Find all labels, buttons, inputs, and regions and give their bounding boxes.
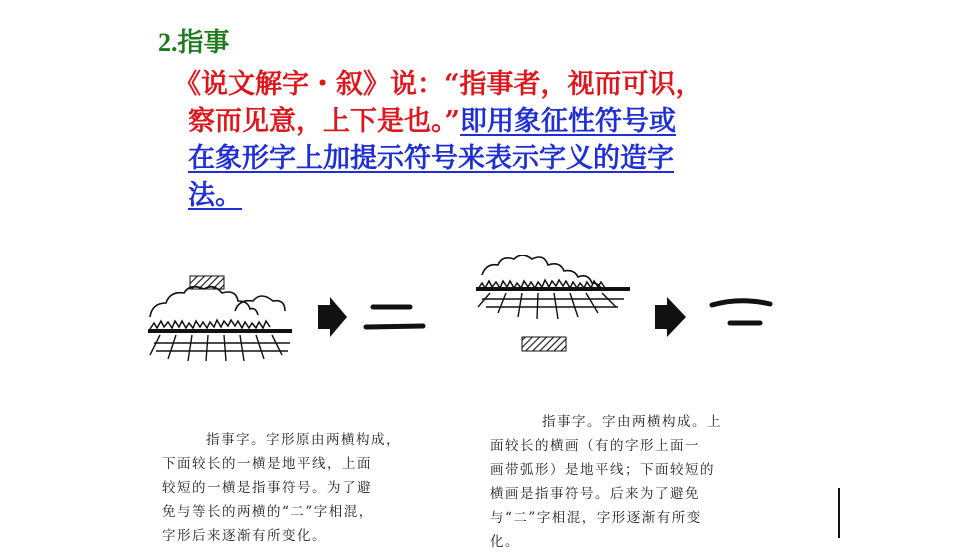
caption-right-line: 与“二”字相混，字形逐渐有所变 — [490, 510, 702, 526]
definition-quote — [174, 66, 814, 214]
caption-left-line: 指事字。字形原由两横构成， — [206, 432, 401, 448]
caption-right-line: 化。 — [490, 534, 520, 550]
quote-line-2 — [174, 103, 814, 140]
caption-right-line: 指事字。字由两横构成。上 — [542, 414, 722, 430]
caption-right-line: 横画是指事符号。后来为了避免 — [490, 486, 700, 502]
quote-line-3: 在象形字上加提示符号来表示字义的造字 — [188, 143, 674, 174]
right-glyph-er — [712, 301, 770, 323]
slide-title — [158, 22, 230, 59]
quote-line-2-red: 察而见意，上下是也。” — [188, 106, 461, 137]
edge-divider — [838, 488, 840, 538]
quote-line-4: 法。 — [188, 180, 242, 211]
evolution-illustration — [140, 255, 820, 375]
quote-line-1: 《说文解字・叙》说：“指事者，视而可识， — [174, 69, 703, 100]
caption-right — [490, 410, 820, 554]
caption-left — [162, 428, 462, 548]
left-sky-landscape — [148, 276, 292, 361]
caption-right-line: 面较长的横画（有的字形上面一 — [490, 438, 700, 454]
right-sky-landscape — [476, 255, 630, 351]
left-glyph-er — [366, 307, 423, 327]
caption-right-line: 画带弧形）是地平线；下面较短的 — [490, 462, 715, 478]
caption-left-line: 免与等长的两横的“二”字相混， — [162, 504, 374, 520]
caption-left-line: 字形后来逐渐有所变化。 — [162, 528, 327, 544]
arrow-right-icon-2 — [655, 297, 686, 337]
caption-left-line: 下面较长的一横是地平线，上面 — [162, 456, 372, 472]
quote-line-2-blue: 即用象征性符号或 — [460, 106, 677, 137]
right-indicator-bar — [522, 337, 566, 351]
left-field-lines — [150, 335, 290, 361]
left-grass-icon — [150, 320, 270, 329]
title-text: 指事 — [177, 28, 230, 58]
arrow-right-icon — [318, 297, 347, 337]
title-number: 2. — [158, 28, 178, 57]
right-field-lines — [478, 293, 624, 319]
left-cloud-icon-2 — [235, 296, 285, 311]
caption-left-line: 较短的一横是指事符号。为了避 — [162, 480, 372, 496]
